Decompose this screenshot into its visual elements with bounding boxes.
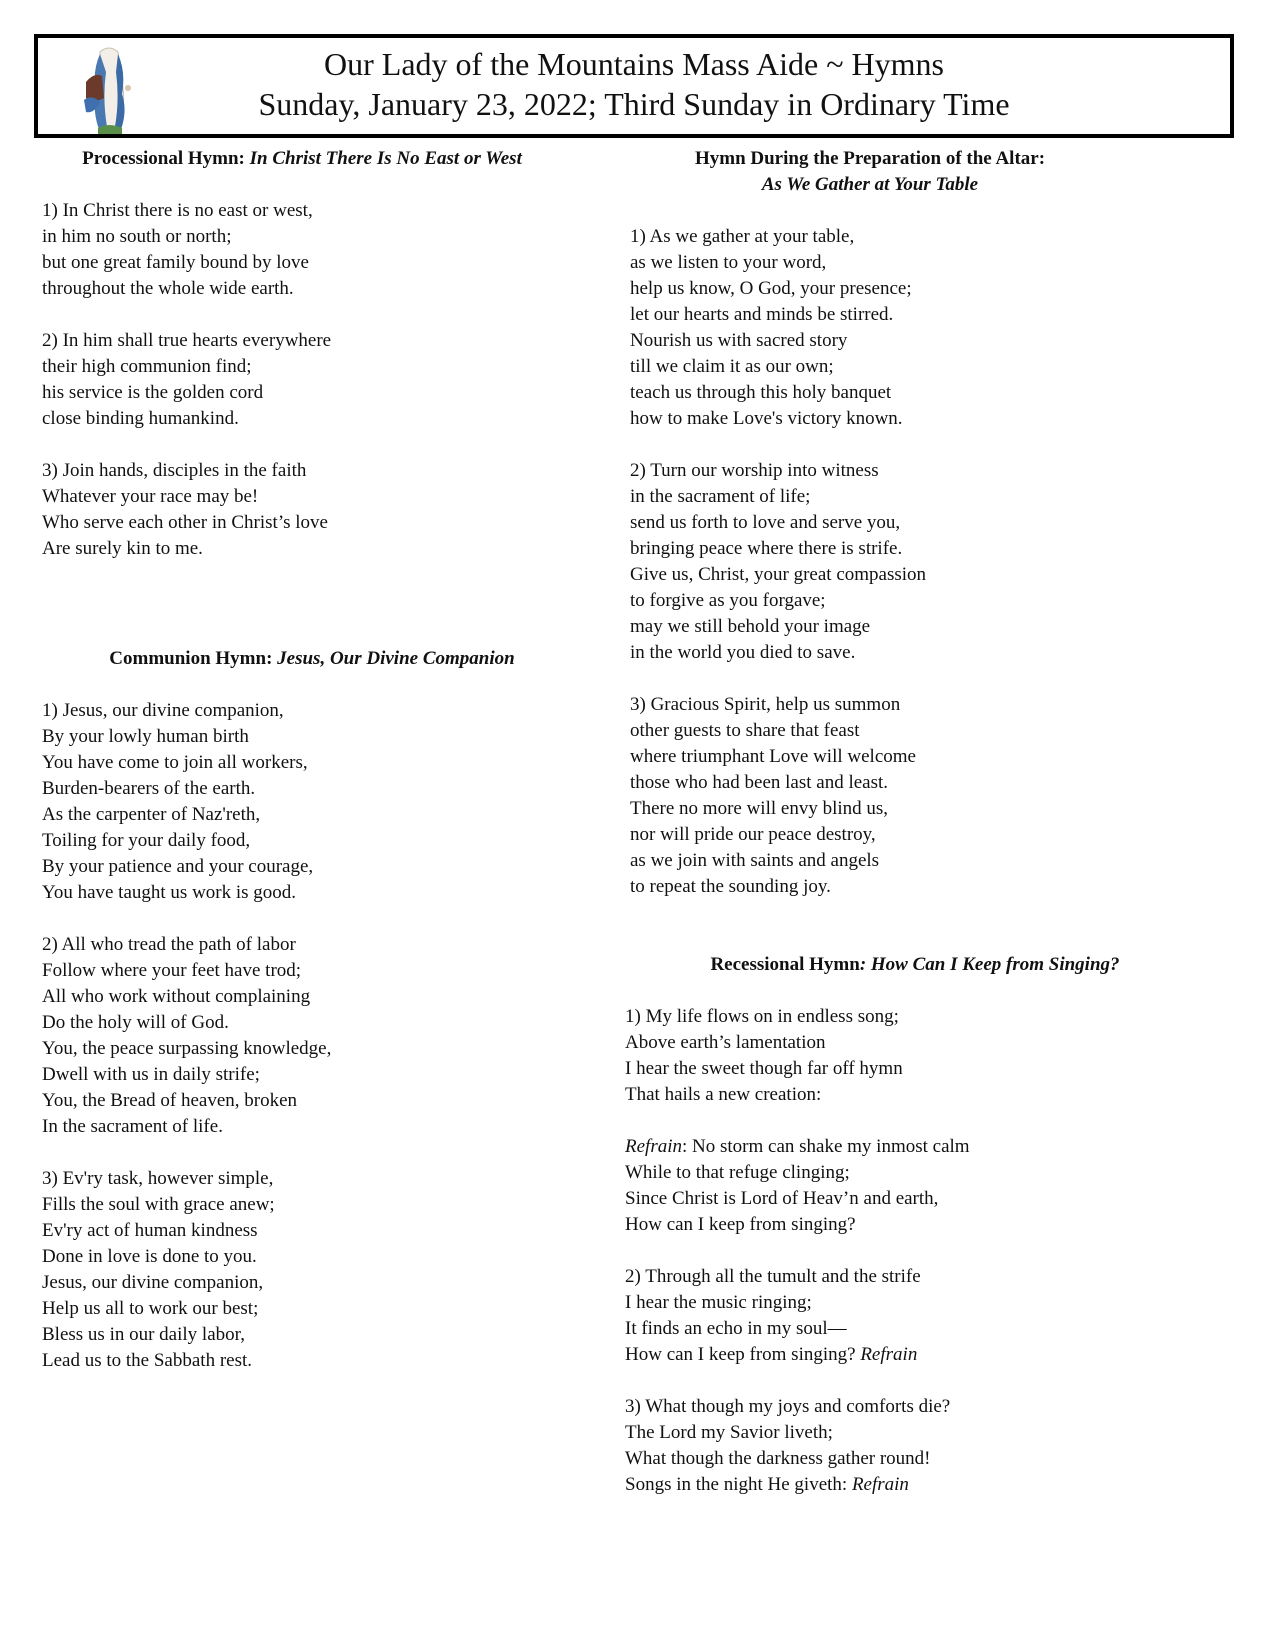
lyric-line: Fills the soul with grace anew; [42,1194,275,1215]
lyric-line: as we join with saints and angels [630,850,880,871]
lyric-line: Done in love is done to you. [42,1246,257,1267]
refrain-label: Refrain [625,1136,682,1157]
refrain-tag: Refrain [851,1474,909,1495]
verse [630,224,1230,432]
verse [42,932,582,1140]
verse [625,1264,1225,1368]
lyric-line: bringing peace where there is strife. [630,538,903,559]
lyric-line: Ev'ry act of human kindness [42,1220,258,1241]
lyric-line: Nourish us with sacred story [630,330,848,351]
lyric-line [625,1134,1225,1160]
lyric-line: That hails a new creation: [625,1084,822,1105]
lyric-line: By your lowly human birth [42,726,249,747]
page-title-line-1: Our Lady of the Mountains Mass Aide ~ Hymns [324,46,944,82]
lyric-line: as we listen to your word, [630,252,827,273]
hymn-name: In Christ There Is No East or West [249,148,522,169]
verse [42,1166,582,1374]
refrain [625,1134,1225,1238]
lyric-line: It finds an echo in my soul— [625,1318,847,1339]
lyric-line: As the carpenter of Naz'reth, [42,804,261,825]
lyric-line: Are surely kin to me. [42,538,203,559]
refrain-tag: Refrain [860,1344,918,1365]
lyric-line: other guests to share that feast [630,720,860,741]
lyric-line: I hear the music ringing; [625,1292,812,1313]
lyric-line: may we still behold your image [630,616,871,637]
lyric-line: in the sacrament of life; [630,486,811,507]
page-title-line-2: Sunday, January 23, 2022; Third Sunday in Ordinary Time [258,86,1010,122]
lyric-line: Who serve each other in Christ’s love [42,512,328,533]
lyric-line: 2) Through all the tumult and the strife [625,1266,921,1287]
lyric-line: Give us, Christ, your great compassion [630,564,927,585]
hymn-label: Processional Hymn: [82,148,250,169]
lyric-line: in him no south or north; [42,226,232,247]
recessional-hymn-title [625,952,1205,978]
lyric-line: 3) Join hands, disciples in the faith [42,460,307,481]
lyric-line: Do the holy will of God. [42,1012,229,1033]
processional-hymn-title [42,146,562,172]
lyric-line: By your patience and your courage, [42,856,314,877]
lyric-line: 3) Gracious Spirit, help us summon [630,694,901,715]
lyric-line: 1) In Christ there is no east or west, [42,200,313,221]
lyric-line: help us know, O God, your presence; [630,278,912,299]
lyric-line: Since Christ is Lord of Heav’n and earth, [625,1188,939,1209]
verse [625,1394,1225,1498]
lyric-line: his service is the golden cord [42,382,264,403]
lyric-line: Jesus, our divine companion, [42,1272,264,1293]
lyric-line: The Lord my Savior liveth; [625,1422,833,1443]
lyric-line: While to that refuge clinging; [625,1162,850,1183]
lyric-line: close binding humankind. [42,408,239,429]
lyric-line: Toiling for your daily food, [42,830,251,851]
lyric-line: let our hearts and minds be stirred. [630,304,894,325]
lyric-line: 2) All who tread the path of labor [42,934,296,955]
lyric-line: Dwell with us in daily strife; [42,1064,260,1085]
lyric-line: You, the peace surpassing knowledge, [42,1038,332,1059]
lyric-line: You have taught us work is good. [42,882,297,903]
lyric-line: how to make Love's victory known. [630,408,903,429]
header-box [34,34,1234,138]
lyric-line: Burden-bearers of the earth. [42,778,256,799]
verse [625,1004,1225,1108]
hymn-label: Hymn During the Preparation of the Altar: [694,148,1046,169]
hymn-name: As We Gather at Your Table [761,174,979,195]
lyric-line [625,1472,1225,1498]
lyric-line: 3) What though my joys and comforts die? [625,1396,951,1417]
verse [630,458,1230,666]
lyric-line: I hear the sweet though far off hymn [625,1058,903,1079]
lyric-line: 1) As we gather at your table, [630,226,855,247]
lyric-line: but one great family bound by love [42,252,309,273]
lyric-line: till we claim it as our own; [630,356,834,377]
hymn-label: Recessional Hymn [710,954,860,975]
lyric-text: : No storm can shake my inmost calm [682,1136,970,1157]
lyric-text: Songs in the night He giveth: [625,1474,852,1495]
lyric-line: nor will pride our peace destroy, [630,824,876,845]
lyric-line: send us forth to love and serve you, [630,512,901,533]
lyric-line: Help us all to work our best; [42,1298,259,1319]
processional-hymn [42,146,562,562]
recessional-hymn [625,952,1225,1498]
verse [42,198,562,302]
lyric-line: where triumphant Love will welcome [630,746,916,767]
lyric-line: 3) Ev'ry task, however simple, [42,1168,274,1189]
lyric-line: Above earth’s lamentation [625,1032,826,1053]
communion-hymn-title [42,646,582,672]
lyric-line: to forgive as you forgave; [630,590,826,611]
hymn-name: : How Can I Keep from Singing? [859,954,1120,975]
lyric-line: How can I keep from singing? [625,1214,856,1235]
preparation-hymn-title [630,146,1110,198]
verse [42,698,582,906]
lyric-line: You, the Bread of heaven, broken [42,1090,298,1111]
lyric-line: 2) Turn our worship into witness [630,460,879,481]
lyric-line [625,1342,1225,1368]
lyric-line: Lead us to the Sabbath rest. [42,1350,253,1371]
lyric-line: Whatever your race may be! [42,486,259,507]
lyric-line: throughout the whole wide earth. [42,278,294,299]
lyric-line: In the sacrament of life. [42,1116,223,1137]
lyric-line: to repeat the sounding joy. [630,876,831,897]
preparation-hymn [630,146,1230,900]
lyric-line: teach us through this holy banquet [630,382,892,403]
lyric-line: 1) Jesus, our divine companion, [42,700,284,721]
verse [630,692,1230,900]
hymn-name: Jesus, Our Divine Companion [277,648,515,669]
lyric-line: You have come to join all workers, [42,752,308,773]
lyric-line: What though the darkness gather round! [625,1448,931,1469]
communion-hymn [42,646,582,1374]
lyric-line: All who work without complaining [42,986,311,1007]
lyric-line: 2) In him shall true hearts everywhere [42,330,332,351]
lyric-line: Bless us in our daily labor, [42,1324,245,1345]
hymn-label: Communion Hymn: [109,648,278,669]
lyric-line: There no more will envy blind us, [630,798,889,819]
lyric-line: those who had been last and least. [630,772,889,793]
lyric-line: in the world you died to save. [630,642,856,663]
verse [42,458,562,562]
lyric-line: their high communion find; [42,356,252,377]
lyric-line: 1) My life flows on in endless song; [625,1006,899,1027]
verse [42,328,562,432]
lyric-text: How can I keep from singing? [625,1344,861,1365]
lyric-line: Follow where your feet have trod; [42,960,302,981]
